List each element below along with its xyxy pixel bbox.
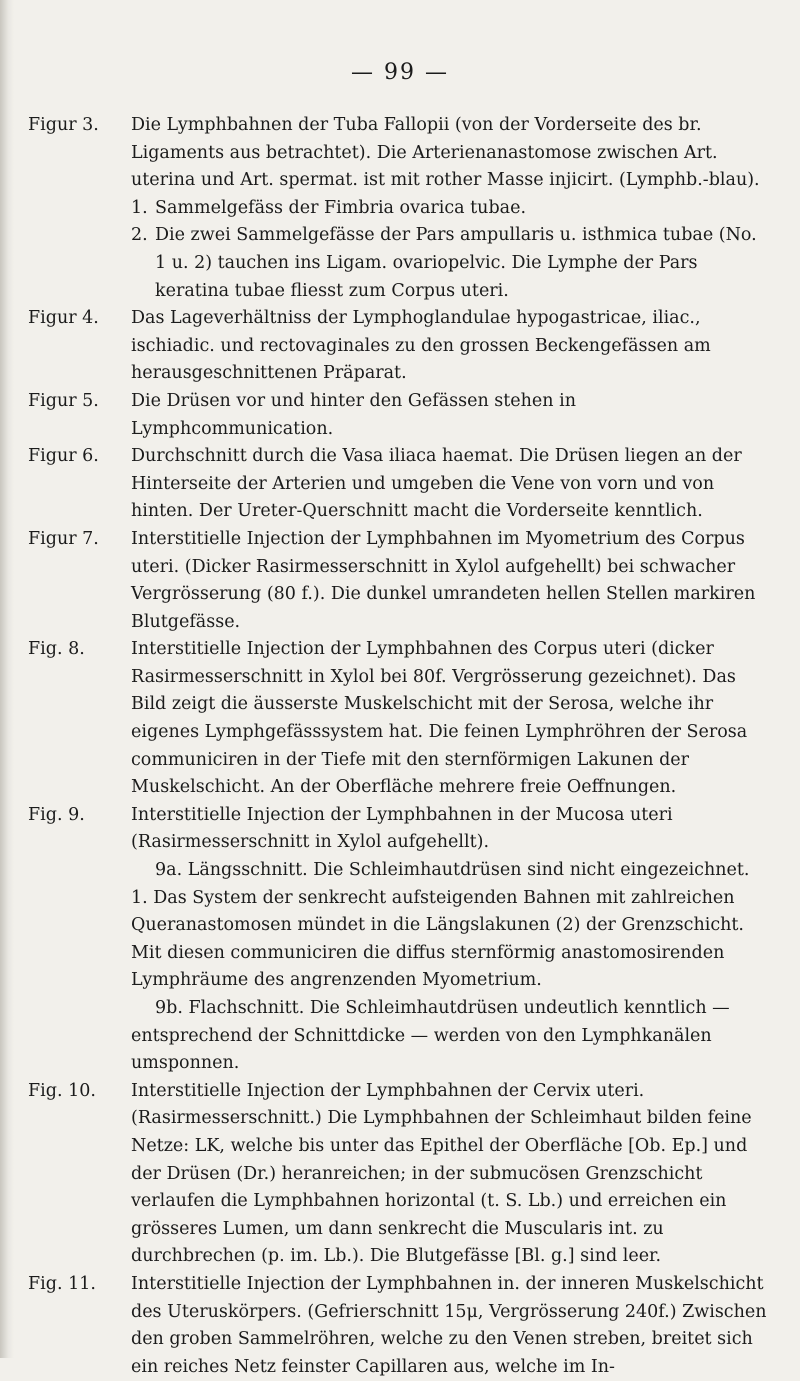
caption-text: Durchschnitt durch die Vasa iliaca haemat. Die Drüsen liegen an der Hinterseite der Arterien und umgeben die Vene von vorn und von hinten. Der Ureter-Querschnitt macht die Vorderseite kenntlich. [131,446,742,522]
figure-label: Figur 3. [28,115,99,135]
caption-paragraph [131,112,771,195]
caption-text: Die Drüsen vor und hinter den Gefässen stehen in Lymphcommunication. [131,390,576,439]
figure-entry [0,1078,800,1271]
caption-text: 9b. Flachschnitt. Die Schleimhautdrüsen undeutlich kenntlich — entsprechend der Schnittdicke — werden von den Lymphkanälen umsponnen. [131,998,730,1074]
figure-label: Figur 5. [28,390,99,411]
figure-entry [0,112,800,305]
figure-caption [131,1271,771,1381]
figure-caption [131,1078,771,1271]
figure-entry [0,305,800,388]
figure-entry [0,388,800,443]
caption-text: Das Lageverhältniss der Lymphoglandulae hypogastricae, iliac., ischiadic. und rectovaginales zu den grossen Beckengefässen am herausgeschnittenen Präparat. [131,308,711,384]
figure-label: Fig. 9. [28,804,85,825]
figure-label: Fig. 10. [28,1080,96,1101]
caption-paragraph [131,305,771,388]
caption-text: Interstitielle Injection der Lymphbahnen des Corpus uteri (dicker Rasirmesserschnitt in Xylol bei 80f. Vergrösserung gezeichnet). Das Bild zeigt die äusserste Muskelschicht mit der Serosa, welche ihr eigenes Lymphgefässsystem hat. Die feinen Lymphröhren der Serosa communiciren in der Tiefe mit den sternförmigen Lakunen der Muskelschicht. An der Oberfläche mehrere freie Oeffnungen. [131,639,748,798]
caption-text: Die Lymphbahnen der Tuba Fallopii (von der Vorderseite des br. Ligaments aus betrachtet). Die Arterienanastomose zwischen Art. uterina und Art. spermat. ist mit rother Masse injicirt. (Lymphb.-blau). [131,115,760,191]
figure-caption [131,112,771,305]
caption-paragraph [131,526,771,636]
caption-text: 9a. Längsschnitt. Die Schleimhautdrüsen sind nicht eingezeichnet. 1. Das System der senkrecht aufsteigenden Bahnen mit zahlreichen Queranastomosen mündet in die Längslakunen (2) der Grenzschicht. Mit diesen communiciren die diffus sternförmig anastomosirenden Lymphräume des angrenzenden Myometrium. [131,860,750,991]
figure-legend-list [0,112,800,1381]
caption-text: Interstitielle Injection der Lymphbahnen in. der inneren Muskelschicht des Uteruskörpers. (Gefrierschnitt 15μ, Vergrösserung 240f.) Zwischen den groben Sammelröhren, welche zu den Venen streben, breitet sich ein reiches Netz feinster Capillaren aus, welche im In- [131,1273,767,1377]
figure-caption [131,305,771,388]
caption-paragraph [131,388,771,443]
caption-paragraph [131,802,771,857]
caption-paragraph [131,995,771,1078]
figure-caption [131,526,771,636]
figure-entry [0,526,800,636]
caption-paragraph [131,857,771,995]
figure-label: Fig. 11. [28,1273,96,1294]
caption-text: Interstitielle Injection der Lymphbahnen in der Mucosa uteri (Rasirmesserschnitt in Xylol aufgehellt). [131,804,673,853]
figure-entry [0,443,800,526]
caption-paragraph [131,1078,771,1271]
numbered-item [131,222,771,305]
figure-label: Figur 6. [28,446,99,467]
caption-paragraph [131,1271,771,1381]
caption-paragraph [131,636,771,802]
caption-text: Die zwei Sammelgefässe der Pars ampullaris u. isthmica tubae (No. 1 u. 2) tauchen ins Ligam. ovariopelvic. Die Lymphe der Pars keratina tubae fliesst zum Corpus uteri. [155,225,757,301]
figure-caption [131,443,771,526]
figure-label: Figur 4. [28,308,99,329]
caption-text: Sammelgefäss der Fimbria ovarica tubae. [155,197,527,218]
page-number: — 99 — [351,60,449,85]
numbered-item [131,195,771,223]
figure-label: Figur 7. [28,528,99,549]
figure-entry [0,802,800,1078]
figure-caption [131,802,771,1078]
caption-text: Interstitielle Injection der Lymphbahnen der Cervix uteri. (Rasirmesserschnitt.) Die Lymphbahnen der Schleimhaut bilden feine Netze: LK, welche bis unter das Epithel der Oberfläche [Ob. Ep.] und der Drüsen (Dr.) heranreichen; in der submucösen Grenzschicht verlaufen die Lymphbahnen horizontal (t. S. Lb.) und erreichen ein grösseres Lumen, um dann senkrecht die Muscularis int. zu durchbrechen (p. im. Lb.). Die Blutgefässe [Bl. g.] sind leer. [131,1080,752,1267]
figure-entry [0,636,800,802]
figure-entry [0,1271,800,1381]
figure-caption [131,388,771,443]
caption-text: Interstitielle Injection der Lymphbahnen im Myometrium des Corpus uteri. (Dicker Rasirmesserschnitt in Xylol aufgehellt) bei schwacher Vergrösserung (80 f.). Die dunkel umrandeten hellen Stellen markiren Blutgefässe. [131,528,756,632]
caption-paragraph [131,443,771,526]
figure-label: Fig. 8. [28,639,85,660]
item-number: 2. [131,225,148,246]
item-number: 1. [131,197,148,218]
figure-caption [131,636,771,802]
